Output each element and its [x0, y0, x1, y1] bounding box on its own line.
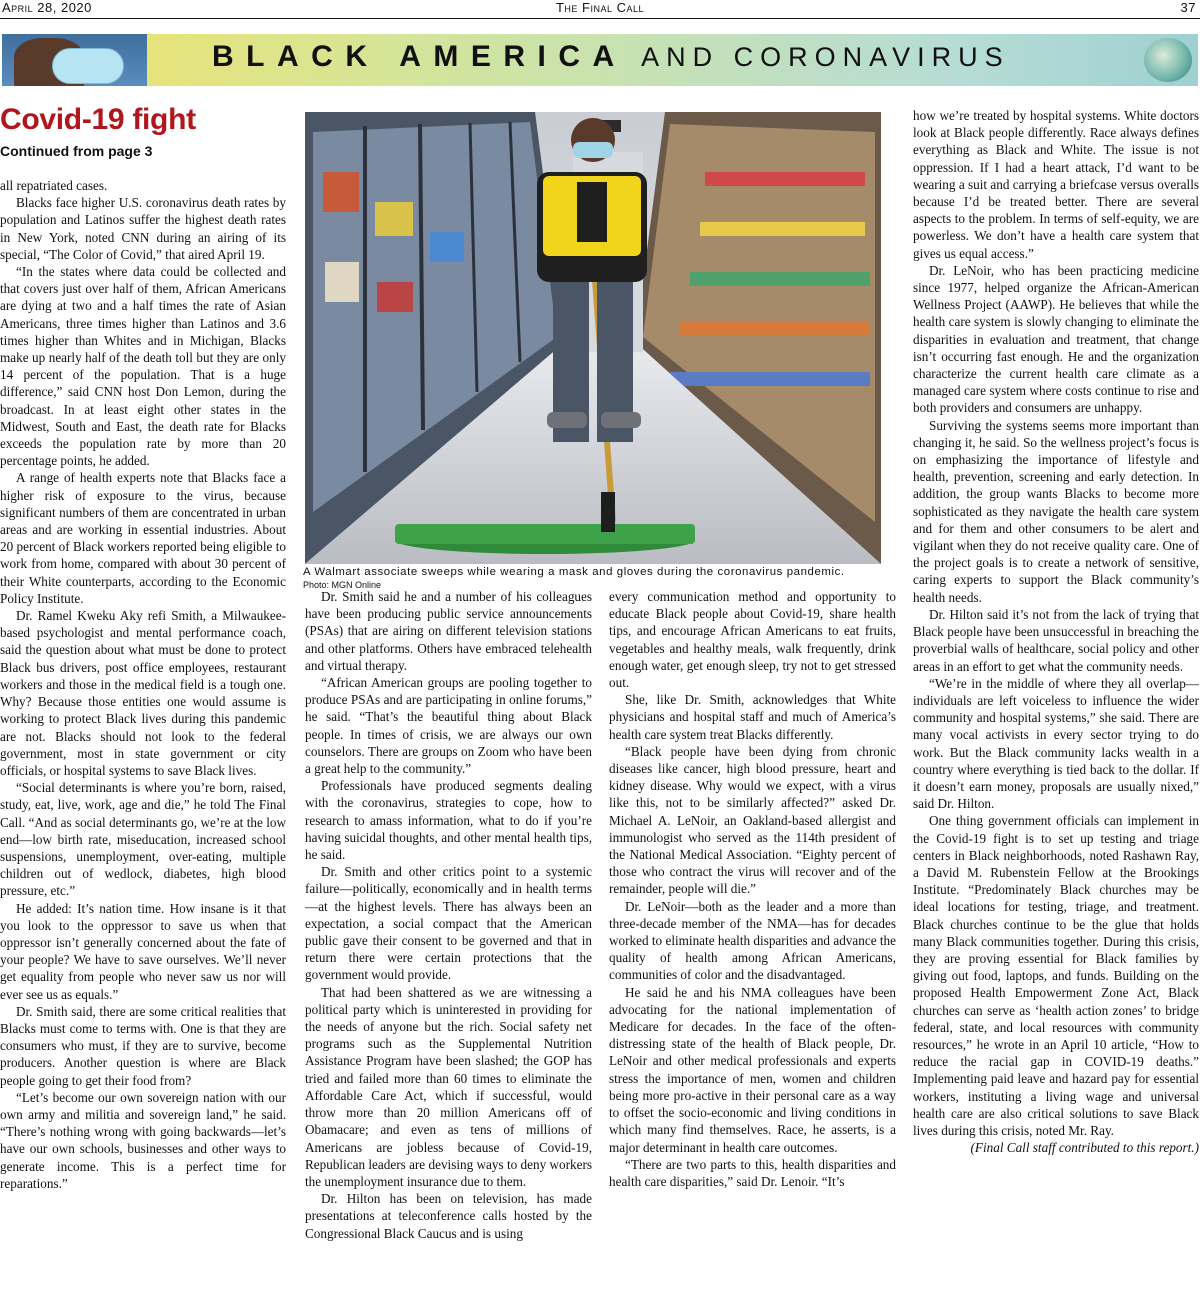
paragraph: “There are two parts to this, health disparities and health care disparities,” said Dr. Lenoir. “It’s [609, 1156, 896, 1189]
paragraph: “Let’s become our own sovereign nation with our own army and militia and sovereign land,” he said. “There’s nothing wrong with going backwards—let’s have our own schools, businesses and other ways to generate income. This is a perfect time for reparations.” [0, 1089, 286, 1191]
paragraph: “Black people have been dying from chronic diseases like cancer, high blood pressure, heart and kidney disease. Why would we expect, with a virus like this, not to be similarly affected?” asked Dr. Michael A. LeNoir, an Oakland-based allergist and immunologist who served as the 114th president of the National Medical Association. “Eighty percent of those who contract the virus will recover and of the remainder, people will die.” [609, 743, 896, 897]
store-aisle-illustration [305, 112, 881, 564]
paragraph: Surviving the systems seems more important than changing it, he said. So the wellness project’s focus is on emphasizing the importance of lifestyle and health, prevention, screening and early detection. In addition, the group wants Blacks to become more sophisticated as they navigate the health care system and for them and other consumers to be alert and vigilant when they do not receive quality care. One of the project goals is to create a network of sensitive, caring experts to support the Black community’s health needs. [913, 417, 1199, 605]
section-banner [2, 34, 1198, 86]
paragraph: Dr. LeNoir, who has been practicing medicine since 1977, helped organize the African-American Wellness Project (AAWP). He believes that while the health care system is slowly changing to eliminate the disparities in evaluation and treatment, that change isn’t occurring fast enough. He and the organization characterize the current health care climate as a managed care system where costs continue to rise and both providers and consumers are unhappy. [913, 262, 1199, 416]
page-number: 37 [1180, 0, 1196, 15]
running-header [0, 0, 1200, 19]
paragraph: That had been shattered as we are witnessing a political party which is uninterested in providing for the needs of anyone but the rich. Social safety net programs such as the Supplemental Nutrition Assistance Program have been slashed; the GOP has tried and failed more than 60 times to eliminate the Affordable Care Act, which if successful, would throw more than 20 million Americans off of Obamacare; and even as tens of millions of Americans are jobless because of Covid-19, Republican leaders are devising ways to deny workers the unemployment insurance due to them. [305, 984, 592, 1189]
publication-name: The Final Call [555, 0, 645, 15]
photo-credit: Photo: MGN Online [303, 580, 382, 590]
article-column-4 [913, 107, 1199, 1298]
article-photo [305, 112, 881, 564]
banner-title [212, 40, 1010, 74]
paragraph: Dr. Smith said, there are some critical realities that Blacks must come to terms with. One is that they are consumers who must, if they are to survive, become producers. Another question is where are Black people going to get their food from? [0, 1003, 286, 1088]
paragraph: He added: It’s nation time. How insane is it that you look to the oppressor to save us when that oppressor isn’t generally concerned about the fate of your people? We have to save ourselves. We’ll never get equality from people who never saw us nor will ever see us as equals.” [0, 900, 286, 1002]
paragraph: Dr. Smith said he and a number of his colleagues have been producing public service announcements (PSAs) that are airing on different television stations and other platforms. Others have embraced telehealth and virtual therapy. [305, 589, 592, 673]
paragraph: Professionals have produced segments dealing with the coronavirus, strategies to cope, how to research to amass information, what to do if you’re having suicidal thoughts, and other mental health tips, he said. [305, 778, 592, 863]
paragraph: how we’re treated by hospital systems. White doctors look at Black people differently. Race always defines everything as Black and White. The issue is not oppression. If I had a heart attack, I’d want to be wearing a suit and carrying a briefcase versus overalls because I’d be treated better. There are several aspects to the problem. In terms of self-equity, we are powerless. We don’t have a health care system that gives us equal access.” [913, 108, 1199, 261]
paragraph: “We’re in the middle of where they all overlap—individuals are left voiceless to influence the wider community and hospital systems,” she said. There are many vocal activists in every sector trying to do work. But the Black community lacks wealth in a country where everything is tied back to the dollar. If it doesn’t earn money, proposals are usually nixed,” said Dr. Hilton. [913, 675, 1199, 812]
paragraph: He said he and his NMA colleagues have been advocating for the national implementation of Medicare for decades. In the face of the often-distressing state of the health of Black people, Dr. LeNoir and other medical professionals and experts stress the importance of men, women and children being more pro-active in their personal care as a way to offset the socio-economic and living conditions in which many find themselves. Race, he asserts, is a major determinant in health care outcomes. [609, 984, 896, 1155]
paragraph: A range of health experts note that Blacks face a higher risk of exposure to the virus, because significant numbers of them are concentrated in urban areas and are working in essential industries. About 20 percent of Black workers reported being eligible to work from home, compared with about 30 percent of their White counterparts, according to the Economic Policy Institute. [0, 470, 286, 606]
paragraph: Dr. Smith and other critics point to a systemic failure—politically, economically and in health terms—at the highest levels. There has always been an expectation, a social compact that the American public gave their consent to be governed and that in return there were certain protections that the government would provide. [305, 864, 592, 983]
paragraph: Dr. Hilton said it’s not from the lack of trying that Black people have been unsuccessful in breaching the proverbial walls of healthcare, social policy and other areas in an effort to get what the community needs. [913, 606, 1199, 674]
paragraph: Dr. Hilton has been on television, has made presentations at teleconference calls hosted by the Congressional Black Caucus and is using [305, 1191, 592, 1241]
article-subhead: Continued from page 3 [0, 143, 153, 159]
article-headline: Covid-19 fight [0, 103, 196, 136]
paragraph: “Social determinants is where you’re born, raised, study, eat, live, work, age and die,” he told The Final Call. “And as social determinants go, we’re at the low end—low birth rate, miseducation, increased school suspensions, unemployment, over-eating, multiple children out of wedlock, diabetes, high blood pressure, etc.” [0, 780, 286, 899]
issue-date: April 28, 2020 [2, 0, 92, 15]
paragraph: every communication method and opportunity to educate Black people about Covid-19, share health tips, and encourage African Americans to eat fruits, vegetables and healthy meals, walk frequently, drink enough water, get enough sleep, try not to get stressed out. [609, 589, 896, 691]
paragraph: One thing government officials can implement in the Covid-19 fight is to set up testing and triage centers in Black neighborhoods, noted Rashawn Ray, a David M. Rubenstein Fellow at the Brookings Institute. “Predominately Black churches may be ideal locations for testing, triage, and treatment. Black churches continue to be the glue that holds many Black communities together. During this crisis, they are proving essential for Black families by giving out food, laptops, and funds. Building on the proposed Health Empowerment Zone Act, Black churches can serve as ‘health action zones’ to bridge federal, state, and local resources with community resources,” he wrote in an April 10 article, “How to reduce the racial gap in COVID-19 deaths.” Implementing paid leave and hazard pay for essential workers, instituting a living wage and universal health care are also critical solutions to save Black lives during this crisis, noted Mr. Ray. [913, 813, 1199, 1138]
paragraph: She, like Dr. Smith, acknowledges that White physicians and hospital staff and much of America’s health care system treat Blacks differently. [609, 692, 896, 742]
banner-title-bold: BLACK AMERICA [212, 40, 627, 73]
banner-title-light: AND CORONAVIRUS [641, 42, 1010, 72]
virus-icon [1144, 38, 1192, 82]
article-column-3 [609, 588, 896, 1298]
caption-text: A Walmart associate sweeps while wearing a mask and gloves during the coronavirus pandemic. [303, 566, 845, 578]
article-column-1 [0, 177, 286, 1298]
paragraph: “In the states where data could be collected and that covers just over half of them, African Americans are dying at two and a half times the rate of Asian Americans, three times higher than Latinos and 3.6 times higher than Whites and in Michigan, Blacks make up nearly half of the death toll but they are only 14 percent of the population. That is a huge difference,” said CNN host Don Lemon, during the broadcast. In at least eight other states in the Midwest, South and East, the death rate for Blacks exceeds the population rate by more than 20 percentage points, he added. [0, 264, 286, 469]
article-column-2 [305, 588, 592, 1298]
staff-credit: (Final Call staff contributed to this report.) [970, 1140, 1199, 1156]
paragraph: all repatriated cases. [0, 178, 108, 193]
paragraph: Dr. Ramel Kweku Aky refi Smith, a Milwaukee-based psychologist and mental performance coach, said the question about what must be done to protect Black bus drivers, post office employees, restaurant workers and those in the medical field is a tough one. Why? Because those entities one would assume is working to protect Black lives during this pandemic are not. Blacks should not look to the federal government, most in state government or city officials, or hospital systems to save Black lives. [0, 608, 286, 778]
paragraph: Dr. LeNoir—both as the leader and a more than three-decade member of the NMA—has for decades worked to eliminate health disparities and advance the quality of health among African Americans, communities of color and the disadvantaged. [609, 898, 896, 983]
banner-masked-person-image [2, 34, 147, 86]
paragraph: “African American groups are pooling together to produce PSAs and are participating in online forums,” he said. “That’s the beautiful thing about Black people. In times of crisis, we are always our own counselors. There are groups on Zoom who have been a great help to the community.” [305, 675, 592, 777]
paragraph: Blacks face higher U.S. coronavirus death rates by population and Latinos suffer the highest death rates in New York, noted CNN during an airing of its special, “The Color of Covid,” that aired April 19. [0, 195, 286, 262]
